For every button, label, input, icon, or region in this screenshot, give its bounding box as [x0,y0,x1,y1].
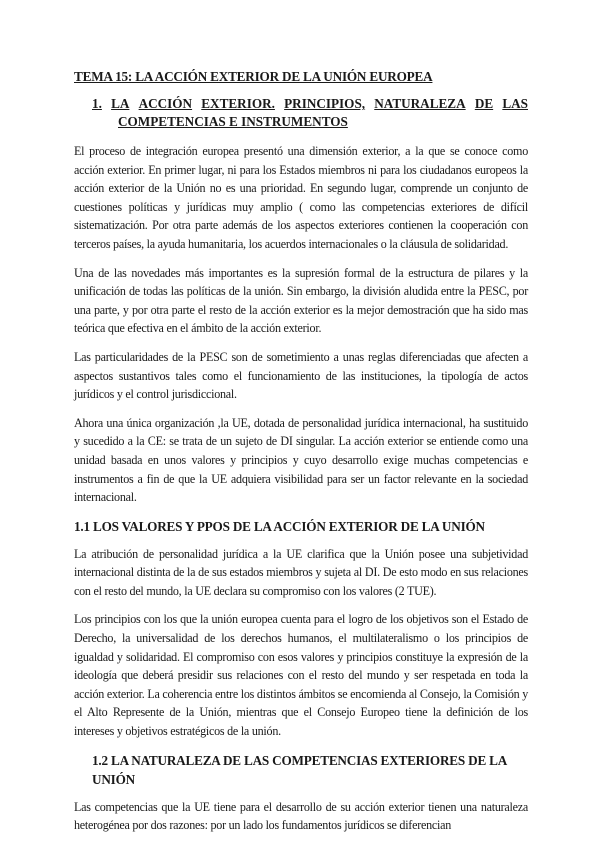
paragraph: Los principios con los que la unión europea cuenta para el logro de los objetivos son el Estado de Derecho, la universalidad de los derechos humanos, el multilateralismo o los principios de igualdad y solidaridad. El compromiso con esos valores y principios constituye la expresión de la ideología que deberá presidir sus relaciones con el resto del mundo y ser respetada en toda la acción exterior. La coherencia entre los distintos ámbitos se encomienda al Consejo, la Comisión y el Alto Represente de la Unión, mientras que el Consejo Europeo tiene la definición de los intereses y objetivos estratégicos de la unión. [74,612,528,739]
section-1-word: PRINCIPIOS, [284,96,366,111]
document-body [74,68,528,845]
section-1-heading-line-2: COMPETENCIAS E INSTRUMENTOS [118,114,348,129]
section-1-word: ACCIÓN [138,96,193,111]
subsection-1-1-heading: 1.1 LOS VALORES Y PPOS DE LA ACCIÓN EXTERIOR DE LA UNIÓN [74,518,485,534]
paragraph: El proceso de integración europea presentó una dimensión exterior, a la que se conoce como acción exterior. En primer lugar, ni para los Estados miembros ni para los ciudadanos europeos la acción exterior de la Unión no es una prioridad. En segundo lugar, comprende un conjunto de cuestiones políticas y jurídicas muy amplio ( como las competencias exteriores de difícil sistematización. Por otra parte además de los aspectos exteriores contienen la cooperación con terceros países, la ayuda humanitaria, los acuerdos internacionales o la cláusula de solidaridad. [74,144,528,251]
paragraph: Las competencias que la UE tiene para el desarrollo de su acción exterior tienen una naturaleza heterogénea por dos razones: por un lado los fundamentos jurídicos se diferencian [74,799,528,833]
section-1-word: NATURALEZA [374,96,466,111]
section-1-number: 1. [92,96,102,111]
paragraph: Las particularidades de la PESC son de sometimiento a unas reglas diferenciadas que afecten a aspectos sustantivos tales como el funcionamiento de las instituciones, la tipología de actos jurídicos y el control jurisdiccional. [74,349,528,402]
section-1-word: DE [474,96,494,111]
section-1-heading [92,95,528,131]
paragraph: La atribución de personalidad jurídica a la UE clarifica que la Unión posee una subjetividad internacional distinta de la de sus estados miembros y sujeta al DI. De esto modo en sus relaciones con el resto del mundo, la UE declara su compromiso con los valores (2 TUE). [74,546,528,598]
section-1-heading-line-1 [92,95,528,113]
section-1-word: LAS [502,96,528,111]
paragraph: Ahora una única organización ,la UE, dotada de personalidad jurídica internacional, ha sustituido y sucedido a la CE: se trata de un sujeto de DI singular. La acción exterior se entiende como una unidad basada en unos valores y principios y cuyo desarrollo exige muchas competencias e instrumentos a fin de que la UE adquiera visibilidad para ser un factor relevante en la sociedad internacional. [74,415,528,505]
subsection-1-2-heading: 1.2 LA NATURALEZA DE LAS COMPETENCIAS EXTERIORES DE LA UNIÓN [92,752,507,787]
section-1-word: LA [111,96,130,111]
section-1-word: EXTERIOR. [201,96,275,111]
paragraph: Una de las novedades más importantes es la supresión formal de la estructura de pilares y la unificación de todas las políticas de la unión. Sin embargo, la división aludida entre la PESC, por una parte, y por otra parte el resto de la acción exterior es la mejor demostración que ha sido mas teórica que efectiva en el ámbito de la acción exterior. [74,265,528,336]
document-title: TEMA 15: LA ACCIÓN EXTERIOR DE LA UNIÓN EUROPEA [74,69,433,84]
